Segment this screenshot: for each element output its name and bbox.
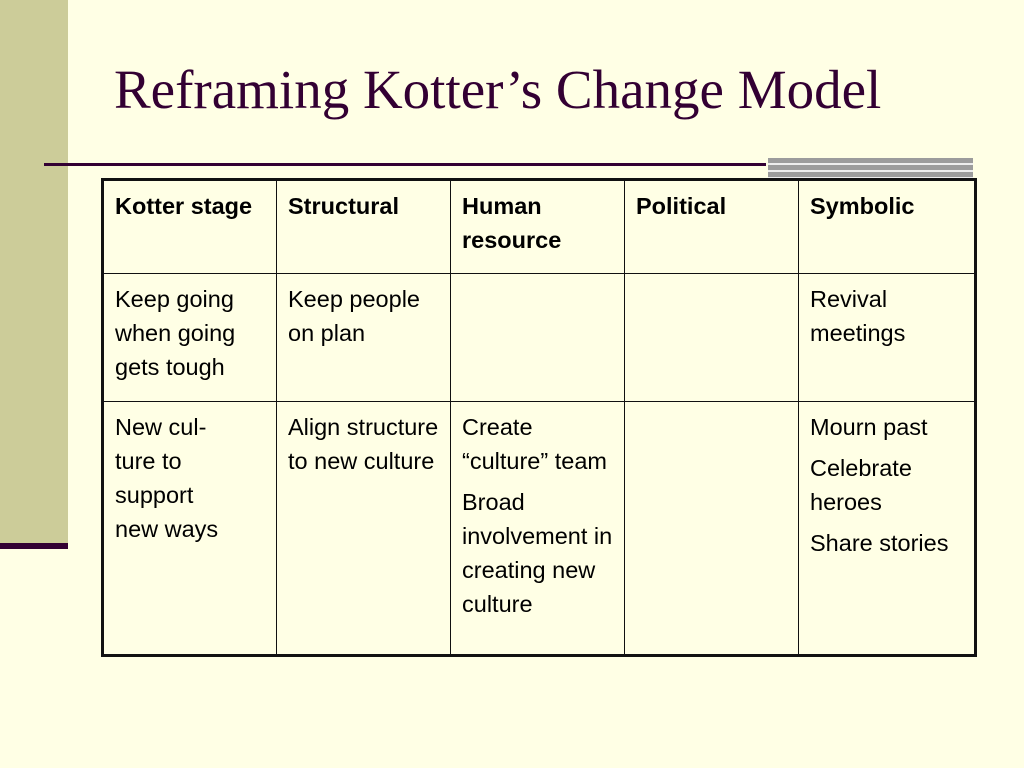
cell-kotter-stage: Keep going when going gets tough: [103, 274, 277, 402]
kotter-frames-table: [101, 178, 977, 657]
table-row: [103, 402, 976, 656]
header-political: Political: [625, 180, 799, 274]
header-structural: Structural: [277, 180, 451, 274]
kotter-stage-line: new ways: [115, 516, 219, 542]
cell-symbolic: [799, 402, 976, 656]
title-rule-shadow: [768, 158, 973, 178]
header-human-resource: Human resource: [451, 180, 625, 274]
kotter-stage-line: support: [115, 482, 194, 508]
cell-political: [625, 402, 799, 656]
cell-human-resource: [451, 402, 625, 656]
header-symbolic: Symbolic: [799, 180, 976, 274]
table-header-row: [103, 180, 976, 274]
symbolic-item: Celebrate heroes: [810, 455, 912, 515]
cell-structural: Keep people on plan: [277, 274, 451, 402]
cell-political: [625, 274, 799, 402]
cell-structural: Align structure to new culture: [277, 402, 451, 656]
symbolic-item: Mourn past: [810, 414, 928, 440]
side-accent-bar: [0, 543, 68, 549]
kotter-stage-line: New cul-: [115, 414, 207, 440]
table-row: [103, 274, 976, 402]
cell-symbolic: [799, 274, 976, 402]
header-kotter-stage: Kotter stage: [103, 180, 277, 274]
title-rule: [44, 163, 766, 166]
symbolic-item: Share stories: [810, 530, 949, 556]
cell-human-resource: [451, 274, 625, 402]
human-resource-item: Create “culture” team: [462, 414, 607, 474]
kotter-stage-line: ture to: [115, 448, 182, 474]
symbolic-item: Revival meetings: [810, 286, 906, 346]
cell-kotter-stage: [103, 402, 277, 656]
side-decor-band: [0, 0, 68, 546]
slide-title: Reframing Kotter’s Change Model: [114, 59, 882, 120]
human-resource-item: Broad involvement in creating new culture: [462, 489, 613, 617]
